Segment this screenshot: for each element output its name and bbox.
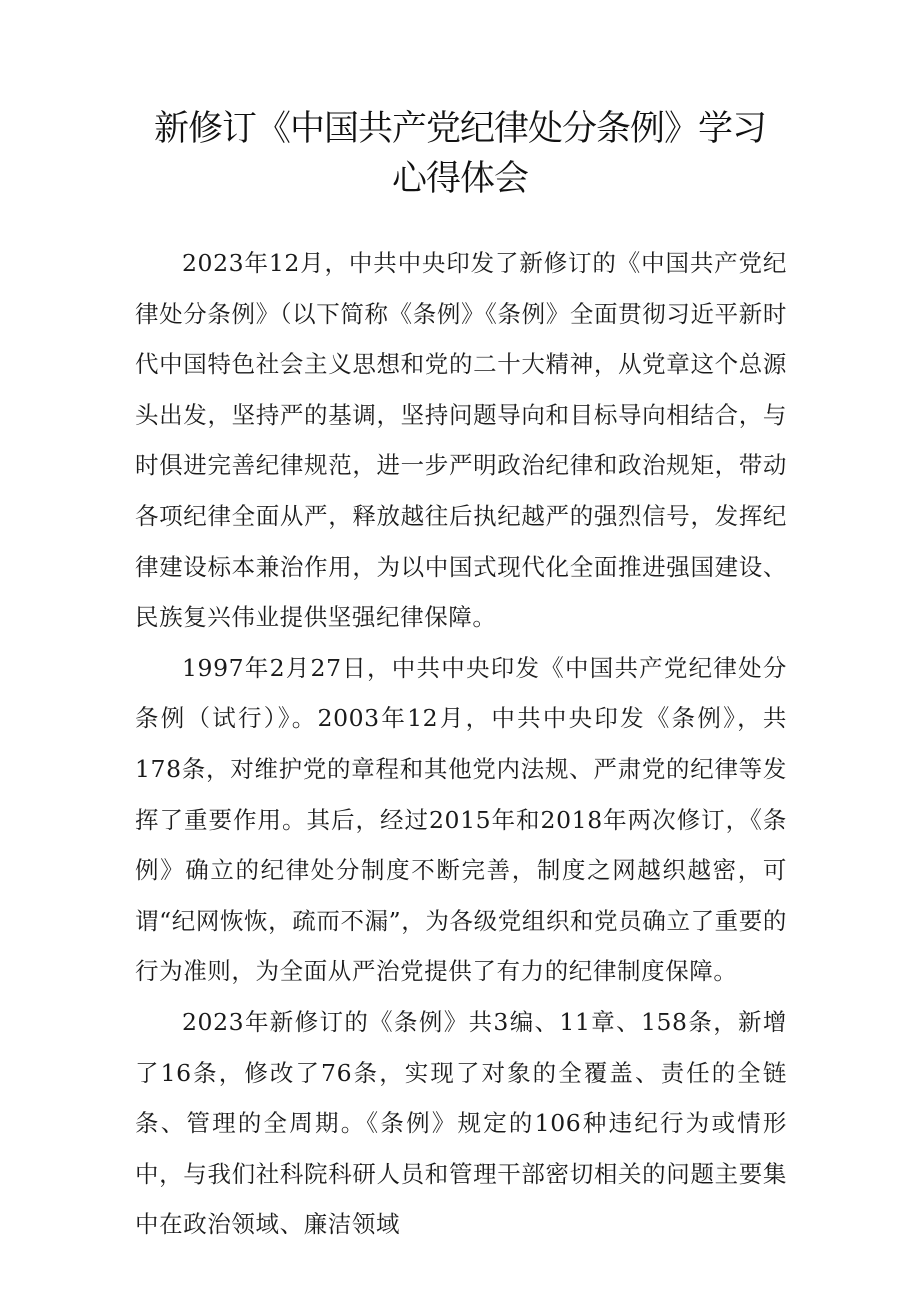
title-line-2: 心得体会 <box>391 159 528 199</box>
paragraph: 2023年12月，中共中央印发了新修订的《中国共产党纪律处分条例》（以下简称《条例》《条例》全面贯彻习近平新时代中国特色社会主义思想和党的二十大精神，从党章这个总源头出发，坚持严的基调，坚持问题导向和目标导向相结合，与时俱进完善纪律规范，进一步严明政治纪律和政治规矩，带动各项纪律全面从严，释放越往后执纪越严的强烈信号，发挥纪律建设标本兼治作用，为以中国式现代化全面推进强国建设、民族复兴伟业提供坚强纪律保障。 <box>135 249 787 632</box>
page-title <box>140 104 780 204</box>
paragraph: 1997年2月27日，中共中央印发《中国共产党纪律处分条例（试行）》。2003年12月，中共中央印发《条例》，共178条，对维护党的章程和其他党内法规、严肃党的纪律等发挥了重要作用。其后，经过2015年和2018年两次修订，《条例》确立的纪律处分制度不断完善，制度之网越织越密，可谓“纪网恢恢，疏而不漏”，为各级党组织和党员确立了重要的行为准则，为全面从严治党提供了有力的纪律制度保障。 <box>135 653 787 986</box>
document-body <box>135 238 787 1250</box>
title-line-1: 新修订《中国共产党纪律处分条例》学习 <box>153 109 766 149</box>
paragraph: 2023年新修订的《条例》共3编、11章、158条，新增了16条，修改了76条，实现了对象的全覆盖、责任的全链条、管理的全周期。《条例》规定的106种违纪行为或情形中，与我们社科院科研人员和管理干部密切相关的问题主要集中在政治领域、廉洁领域 <box>135 1007 787 1239</box>
